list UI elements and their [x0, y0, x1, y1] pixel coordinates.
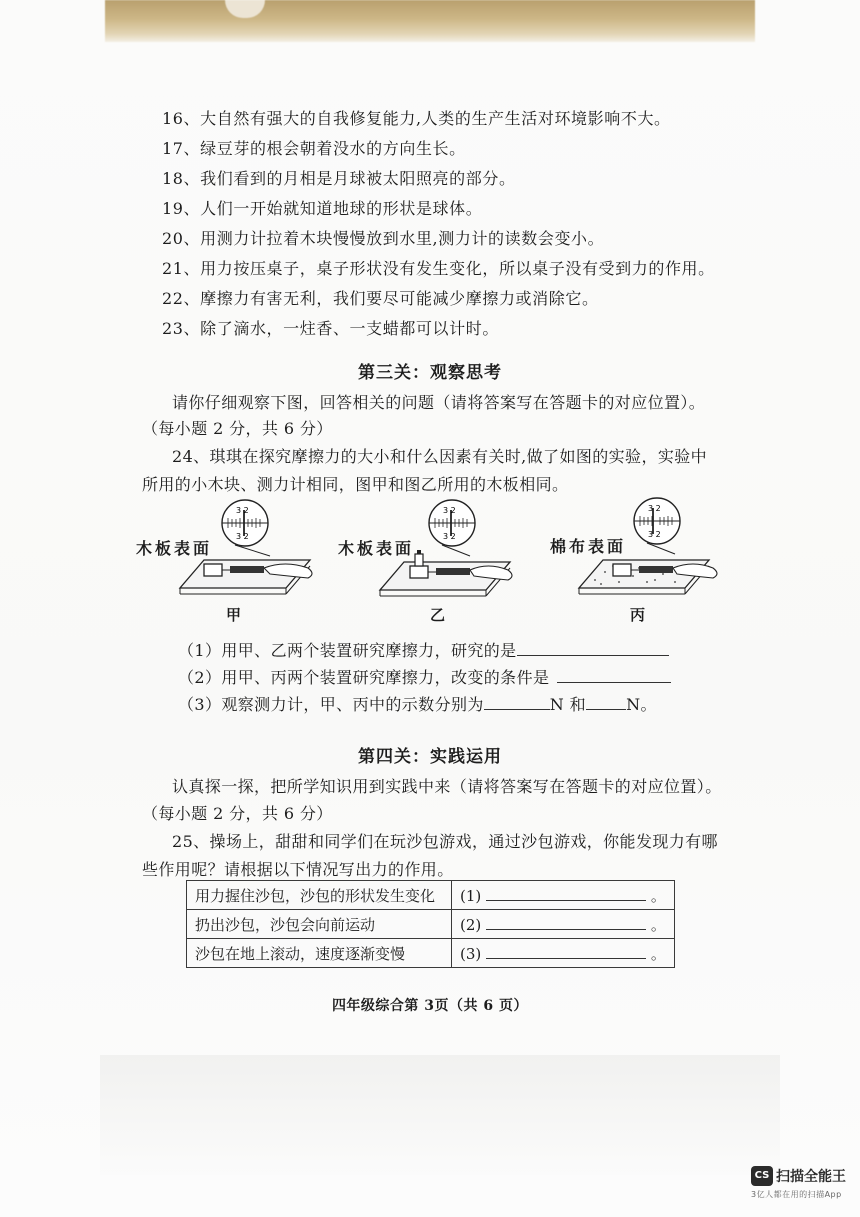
question-24-sub3-unit-b: N。 — [626, 695, 657, 714]
figure-b-gauge-bottom: 3 2 — [443, 532, 456, 541]
answer-number: (2) — [460, 915, 482, 934]
figure-a-gauge-top: 3 2 — [236, 506, 249, 515]
watermark-app-name: 扫描全能王 — [776, 1168, 846, 1185]
table-situation-cell: 用力握住沙包，沙包的形状发生变化 — [187, 881, 452, 910]
table-answer-cell[interactable] — [452, 881, 675, 910]
answer-end: 。 — [650, 886, 666, 905]
camscanner-logo-icon: CS — [751, 1166, 773, 1186]
answer-line[interactable] — [486, 948, 646, 959]
table-situation-cell: 沙包在地上滚动，速度逐渐变慢 — [187, 939, 452, 968]
scan-bottom-shadow — [100, 1055, 780, 1175]
question-18: 18、我们看到的月相是月球被太阳照亮的部分。 — [162, 169, 516, 188]
question-24-sub2 — [178, 665, 671, 688]
answer-blank-3b[interactable] — [586, 695, 626, 710]
figure-b-caption: 乙 — [430, 606, 446, 624]
figure-c-surface-label: 棉布表面 — [550, 537, 627, 556]
figure-b-surface-label: 木板表面 — [338, 539, 415, 558]
question-24-sub2-text: （2）用甲、丙两个装置研究摩擦力，改变的条件是 — [178, 668, 550, 687]
table-answer-cell[interactable] — [452, 910, 675, 939]
figure-a-gauge-bottom: 3 2 — [236, 532, 249, 541]
table-answer-cell[interactable] — [452, 939, 675, 968]
question-22: 22、摩擦力有害无利，我们要尽可能减少摩擦力或消除它。 — [162, 289, 599, 308]
figure-a-caption: 甲 — [226, 606, 242, 624]
answer-blank-3a[interactable] — [484, 695, 550, 710]
question-24-sub3-unit-a: N 和 — [549, 695, 587, 714]
answer-number: (1) — [460, 886, 482, 905]
table-situation-cell: 扔出沙包，沙包会向前运动 — [187, 910, 452, 939]
page-footer: 四年级综合第 3页（共 6 页） — [331, 998, 529, 1014]
answer-blank-1[interactable] — [517, 641, 669, 656]
section3-title: 第三关：观察思考 — [358, 363, 502, 383]
question-24-sub1 — [178, 638, 669, 661]
figure-b-gauge-top: 3 2 — [443, 506, 456, 515]
figure-c-caption: 丙 — [630, 606, 646, 624]
section4-title: 第四关：实践运用 — [358, 747, 502, 767]
answer-number: (3) — [460, 944, 482, 963]
question-24-sub3-text: （3）观察测力计，甲、丙中的示数分别为 — [178, 695, 484, 714]
scan-edge-shadow — [105, 0, 755, 42]
question-25-line2: 些作用呢？请根据以下情况写出力的作用。 — [142, 860, 454, 879]
section3-score: （每小题 2 分，共 6 分） — [142, 419, 333, 438]
figure-a-apparatus — [170, 498, 320, 608]
answer-line[interactable] — [486, 919, 646, 930]
figure-c-apparatus — [575, 496, 725, 606]
section4-score: （每小题 2 分，共 6 分） — [142, 804, 333, 823]
table-row — [187, 881, 675, 910]
answer-line[interactable] — [486, 890, 646, 901]
table-row — [187, 939, 675, 968]
question-24-line1: 24、琪琪在探究摩擦力的大小和什么因素有关时,做了如图的实验，实验中 — [172, 447, 708, 466]
question-24-line2: 所用的小木块、测力计相同，图甲和图乙所用的木板相同。 — [142, 475, 569, 494]
figure-c-gauge-bottom: 3 2 — [648, 530, 661, 539]
section3-instruction: 请你仔细观察下图，回答相关的问题（请将答案写在答题卡的对应位置）。 — [172, 393, 706, 412]
question-21: 21、用力按压桌子，桌子形状没有发生变化，所以桌子没有受到力的作用。 — [162, 259, 715, 278]
scanner-watermark — [751, 1165, 846, 1200]
answer-end: 。 — [650, 915, 666, 934]
question-16: 16、大自然有强大的自我修复能力,人类的生产生活对环境影响不大。 — [162, 109, 671, 128]
figure-c-gauge-top: 3 2 — [648, 504, 661, 513]
question-25-line1: 25、操场上，甜甜和同学们在玩沙包游戏，通过沙包游戏，你能发现力有哪 — [172, 832, 718, 851]
figure-b-apparatus — [370, 498, 520, 608]
question-19: 19、人们一开始就知道地球的形状是球体。 — [162, 199, 483, 218]
answer-blank-2[interactable] — [557, 668, 671, 683]
question-24-sub3 — [178, 692, 657, 715]
question-24-sub1-text: （1）用甲、乙两个装置研究摩擦力，研究的是 — [178, 641, 517, 660]
question-17: 17、绿豆芽的根会朝着没水的方向生长。 — [162, 139, 466, 158]
watermark-tagline: 3亿人都在用的扫描App — [751, 1189, 842, 1199]
question-23: 23、除了滴水，一炷香、一支蜡都可以计时。 — [162, 319, 499, 338]
section4-instruction: 认真探一探，把所学知识用到实践中来（请将答案写在答题卡的对应位置）。 — [172, 777, 722, 796]
figure-a-surface-label: 木板表面 — [136, 539, 213, 558]
question-20: 20、用测力计拉着木块慢慢放到水里,测力计的读数会变小。 — [162, 229, 605, 248]
table-row — [187, 910, 675, 939]
answer-end: 。 — [650, 944, 666, 963]
answer-table — [186, 880, 675, 968]
